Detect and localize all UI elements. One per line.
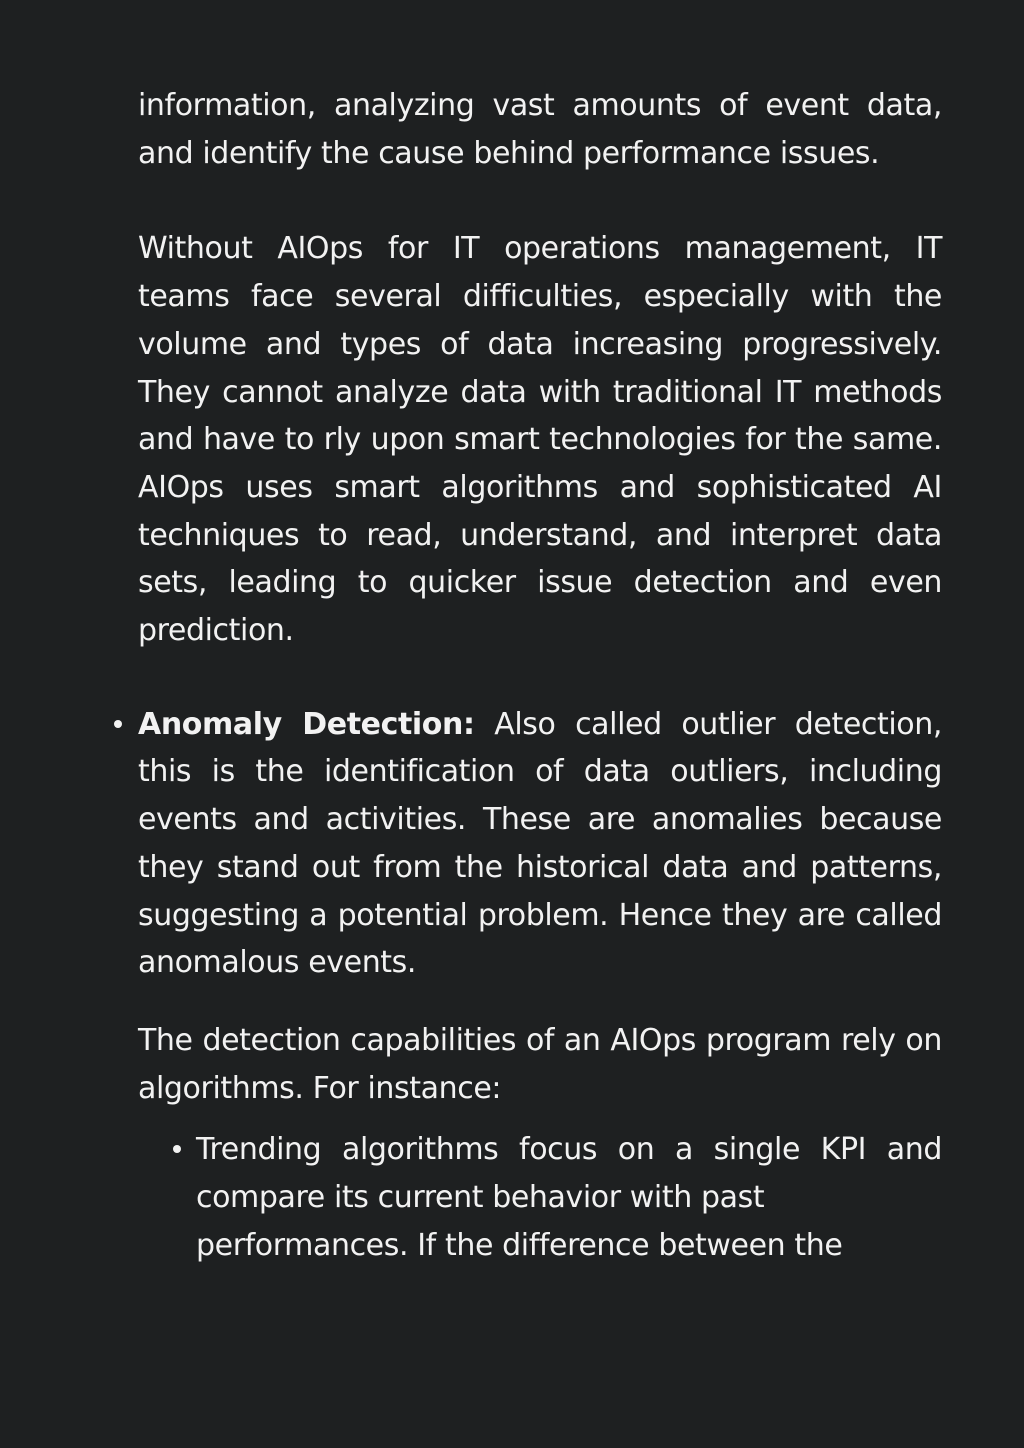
anomaly-detection-title: Anomaly Detection: <box>138 706 475 742</box>
anomaly-detection-body: Also called outlier detection, this is the identification of data outliers, including events and activities. These are anomalies because they stand out from the historical data and patterns, suggesting a potential problem. Hence they are called anomalous events. <box>138 706 942 981</box>
anomaly-paragraph <box>138 701 942 987</box>
bullet-list <box>138 701 942 1270</box>
bullet-dot-icon <box>173 1145 181 1153</box>
paragraph-continued: information, analyzing vast amounts of event data, and identify the cause behind performance issues. <box>138 88 942 171</box>
bullet-dot-icon <box>114 720 122 728</box>
sub-bullet-list <box>138 1126 942 1269</box>
paragraph-without-aiops: Without AIOps for IT operations management, IT teams face several difficulties, especially with the volume and types of data increasing progressively. They cannot analyze data with traditional IT methods and have to rly upon smart technologies for the same. AIOps uses smart algorithms and sophisticated AI techniques to read, understand, and interpret data sets, leading to quicker issue detection and even prediction. <box>138 231 942 649</box>
trending-text: Trending algorithms focus on a single KPI and compare its current behavior with past <box>196 1132 942 1216</box>
paragraph-detection: The detection capabilities of an AIOps program rely on algorithms. For instance: <box>138 1022 942 1106</box>
bullet-item-anomaly-detection <box>138 701 942 1270</box>
trending-last-line-paragraph <box>196 1222 942 1270</box>
sub-bullet-item-trending <box>196 1126 942 1269</box>
trending-text-last-line: performances. If the difference between the <box>196 1227 843 1263</box>
trending-paragraph <box>196 1126 942 1221</box>
